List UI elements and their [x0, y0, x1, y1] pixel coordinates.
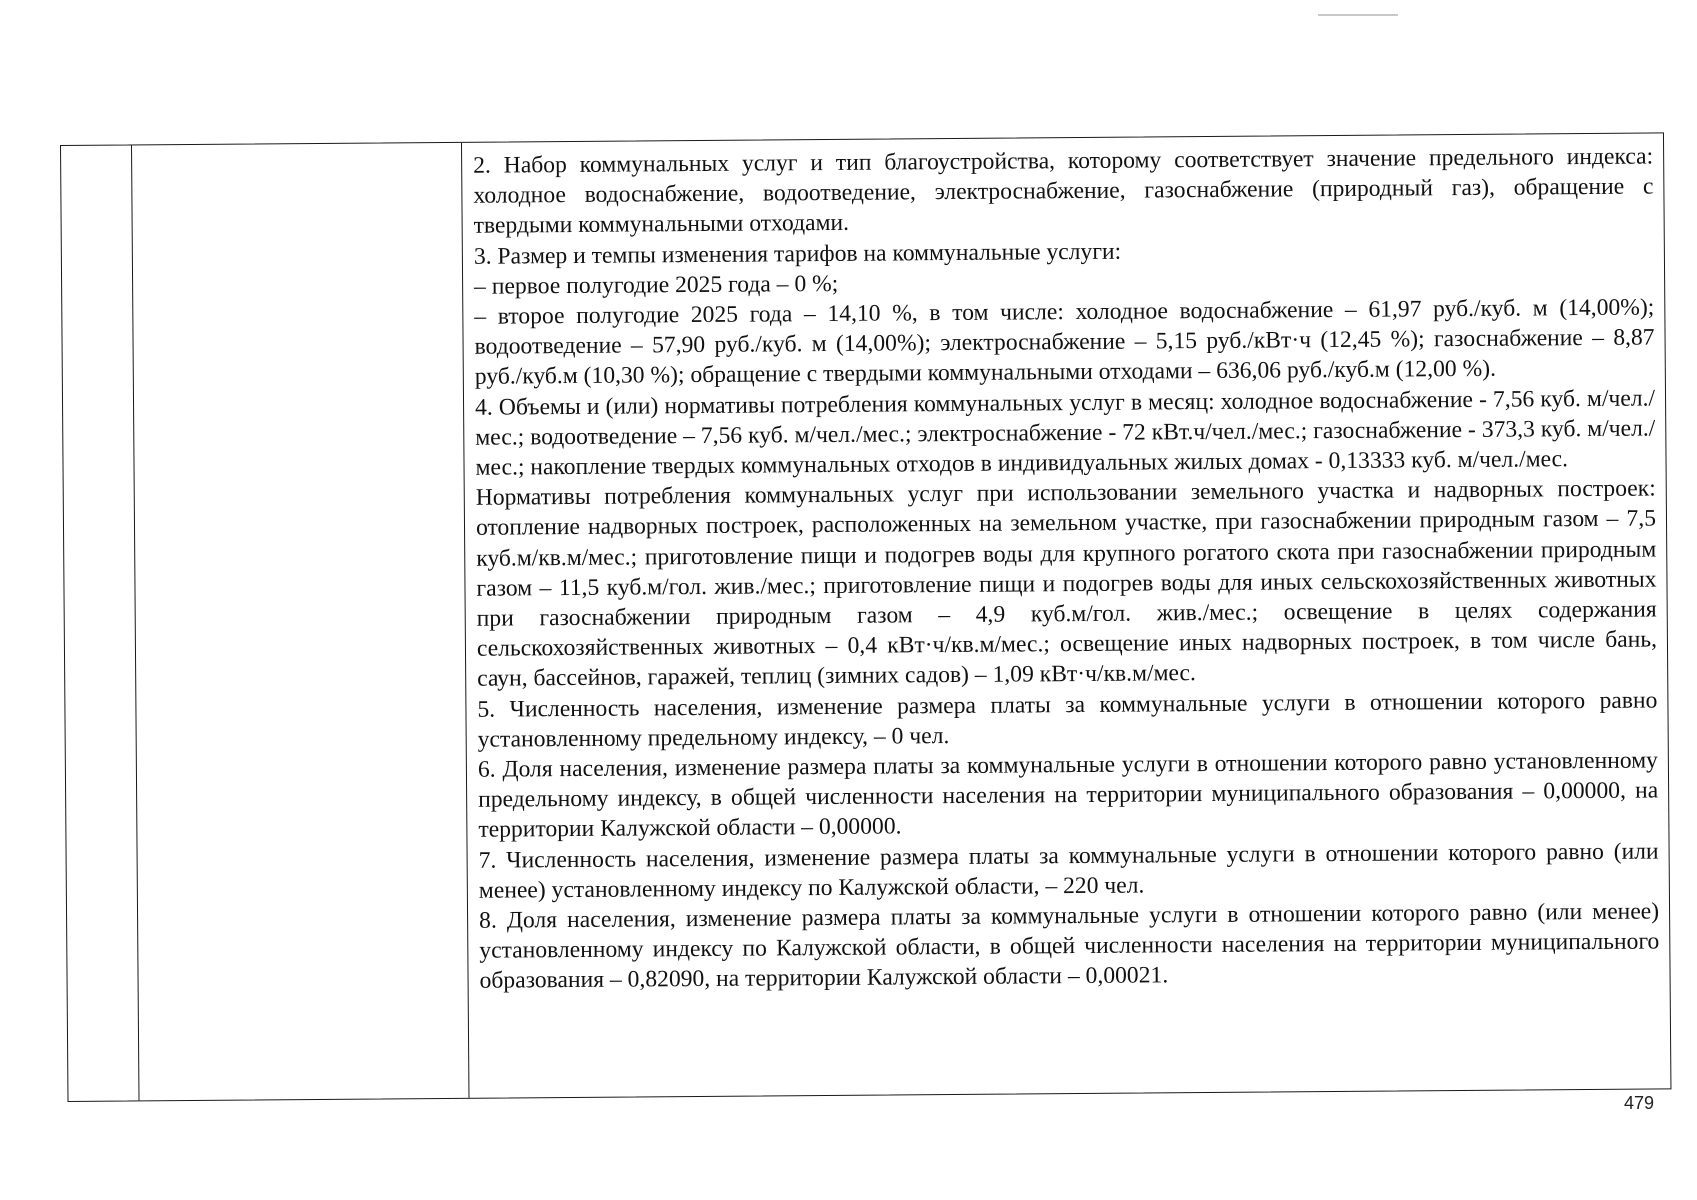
table-column-divider-1 [131, 145, 140, 1100]
paragraph-consumption-norms: Нормативы потребления коммунальных услуг при использовании земельного участка и надворных построек: отопление надворных построек, расположенных на земельном участке, при газоснабжении природным газом – 7,5 куб.м/кв.м/мес.; приготовление пищи и подогрев воды для крупного рогатого скота при газоснабжении природным газом – 11,5 куб.м/гол. жив./мес.; приготовление пищи и подогрев воды для иных сельскохозяйственных животных при газоснабжении природным газом – 4,9 куб.м/гол. жив./мес.; освещение в целях содержания сельскохозяйственных животных – 0,4 кВт·ч/кв.м/мес.; освещение иных надворных построек, в том числе бань, саун, бассейнов, гаражей, теплиц (зимних садов) – 1,09 кВт·ч/кв.м/мес. [475, 475, 1658, 693]
table-column-divider-2 [461, 143, 470, 1098]
paragraph-item-6: 6. Доля населения, изменение размера платы за коммунальные услуги в отношении которого равно установленному предельному индексу, в общей численности населения на территории муниципального образования – 0,00000, на территории Калужской области – 0,00000. [477, 747, 1659, 844]
paragraph-item-3-first-half: – первое полугодие 2025 года – 0 %; [474, 270, 839, 300]
paragraph-item-7: 7. Численность населения, изменение размера платы за коммунальные услуги в отношении которого равно (или менее) установленному индексу по Калужской области, – 220 чел. [478, 838, 1659, 904]
paragraph-item-8: 8. Доля населения, изменение размера платы за коммунальные услуги в отношении которого равно (или менее) установленному индексу по Калужской области, в общей численности населения на территории муниципального образования – 0,82090, на территории Калужской области – 0,00021. [479, 898, 1660, 995]
paragraph-item-3-second-half: – второе полугодие 2025 года – 14,10 %, в том числе: холодное водоснабжение – 61,97 руб./куб. м (14,00%); водоотведение – 57,90 руб./куб. м (14,00%); электроснабжение – 5,15 руб./кВт·ч (12,45 %); газоснабжение – 8,87 руб./куб.м (10,30 %); обращение с твердыми коммунальными отходами – 636,06 руб./куб.м (12,00 %). [474, 294, 1655, 391]
paragraph-item-5: 5. Численность населения, изменение размера платы за коммунальные услуги в отношении которого равно установленному предельному индексу, – 0 чел. [477, 687, 1658, 753]
paragraph-item-3-heading: 3. Размер и темпы изменения тарифов на коммунальные услуги: [473, 238, 1122, 270]
document-table [60, 132, 1671, 1102]
page-number: 479 [1624, 1093, 1655, 1113]
scan-artifact-mark [1318, 14, 1398, 16]
paragraph-item-2: 2. Набор коммунальных услуг и тип благоустройства, которому соответствует значение предельного индекса: холодное водоснабжение, водоотведение, электроснабжение, газоснабжение (природный газ), обращение с твердыми коммунальными отходами. [473, 143, 1654, 240]
paragraph-item-4: 4. Объемы и (или) нормативы потребления коммунальных услуг в месяц: холодное водоснабжение - 7,56 куб. м/чел./мес.; водоотведение – 7,56 куб. м/чел./мес.; электроснабжение - 72 кВт.ч/чел./мес.; газоснабжение - 373,3 куб. м/чел./мес.; накопление твердых коммунальных отходов в индивидуальных жилых домах - 0,13333 куб. м/чел./мес. [474, 385, 1656, 481]
table-text-cell [473, 141, 1660, 996]
